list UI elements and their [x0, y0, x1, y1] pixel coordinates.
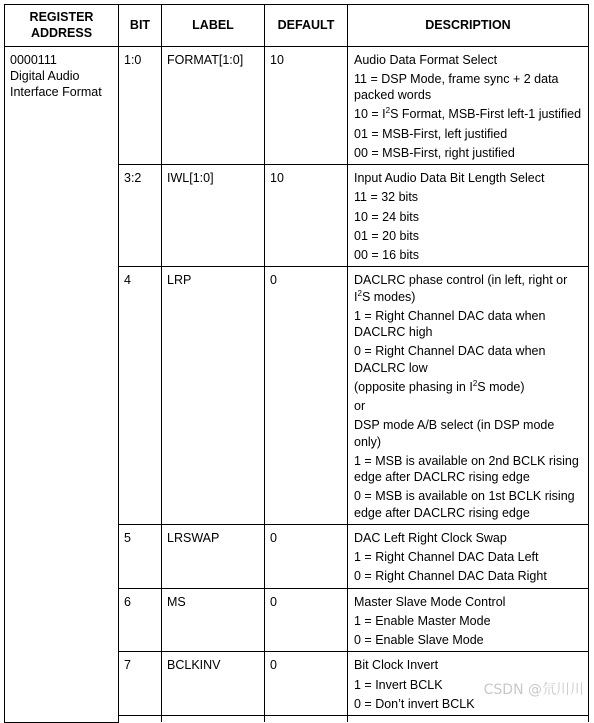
cell-label: FORMAT[1:0] [162, 46, 265, 165]
cell-bit: 3:2 [119, 165, 162, 267]
description-line: Master Slave Mode Control [354, 594, 506, 609]
description-line: 01 = MSB-First, left justified [354, 126, 508, 141]
description-line: 0 = Don’t invert BCLK [354, 696, 475, 711]
cell-bit: 4 [119, 267, 162, 525]
cell-bit: 5 [119, 524, 162, 588]
description-line: 1 = Right Channel DAC Data Left [354, 550, 539, 564]
description-line: 1 = Right Channel DAC data when DACLRC high [354, 308, 546, 339]
cell-label: BCLKINV [162, 652, 265, 716]
description-line: 11 = DSP Mode, frame sync + 2 data packed words [354, 71, 559, 102]
cell-description [348, 46, 589, 165]
table-header-row [5, 5, 589, 47]
cell-description [348, 524, 589, 588]
description-line: $10 = I^2S$ Format, MSB-First left-1 justified [354, 106, 582, 122]
description-line: 0 = Right Channel DAC Data Right [354, 569, 547, 584]
empty-cell [265, 716, 348, 723]
description-line: 1 = Invert BCLK [354, 677, 443, 692]
empty-cell [119, 716, 162, 723]
cell-default: 10 [265, 46, 348, 165]
description-line: 0 = Right Channel DAC data when DACLRC low [354, 344, 546, 375]
description-line: or [354, 399, 366, 413]
header-label: LABEL [162, 5, 265, 47]
table-row [5, 46, 589, 165]
cell-description [348, 267, 589, 525]
header-bit: BIT [119, 5, 162, 47]
description-line: 0 = MSB is available on 1st BCLK rising edge after DACLRC rising edge [354, 489, 575, 520]
header-register-address: REGISTER ADDRESS [5, 5, 119, 47]
description-line: (opposite phasing in $I^2S$ mode) [354, 378, 525, 394]
cell-default: 10 [265, 165, 348, 267]
empty-cell [348, 716, 589, 723]
register-table [4, 4, 589, 723]
cell-default: 0 [265, 524, 348, 588]
empty-cell [162, 716, 265, 723]
cell-label: LRP [162, 267, 265, 525]
description-line: Audio Data Format Select [354, 52, 498, 67]
description-line: Bit Clock Invert [354, 658, 439, 673]
description-line: 11 = 32 bits [354, 190, 419, 205]
cell-default: 0 [265, 267, 348, 525]
cell-default: 0 [265, 588, 348, 652]
cell-default: 0 [265, 652, 348, 716]
cell-bit: 1:0 [119, 46, 162, 165]
register-address: 0000111 [10, 52, 57, 67]
watermark: CSDN @氘川川 [483, 682, 584, 698]
header-description: DESCRIPTION [348, 5, 589, 47]
register-name: Digital Audio Interface Format [10, 68, 102, 99]
table-body [5, 46, 589, 722]
description-line: 1 = Enable Master Mode [354, 613, 491, 628]
register-address-cell [5, 46, 119, 722]
description-line: 00 = 16 bits [354, 248, 419, 262]
description-line: DSP mode A/B select (in DSP mode only) [354, 418, 555, 449]
description-line: DACLRC phase control (in left, right or $I^2S$ modes) [354, 273, 568, 304]
cell-description [348, 165, 589, 267]
description-line: 01 = 20 bits [354, 228, 419, 243]
cell-bit: 6 [119, 588, 162, 652]
header-default: DEFAULT [265, 5, 348, 47]
cell-label: LRSWAP [162, 524, 265, 588]
description-line: DAC Left Right Clock Swap [354, 530, 507, 545]
description-line: 00 = MSB-First, right justified [354, 145, 515, 160]
cell-label: IWL[1:0] [162, 165, 265, 267]
description-line: 10 = 24 bits [354, 209, 419, 224]
cell-label: MS [162, 588, 265, 652]
description-line: Input Audio Data Bit Length Select [354, 171, 545, 185]
description-line: 0 = Enable Slave Mode [354, 633, 484, 647]
description-line: 1 = MSB is available on 2nd BCLK rising edge after DACLRC rising edge [354, 453, 579, 484]
cell-bit: 7 [119, 652, 162, 716]
cell-description [348, 588, 589, 652]
